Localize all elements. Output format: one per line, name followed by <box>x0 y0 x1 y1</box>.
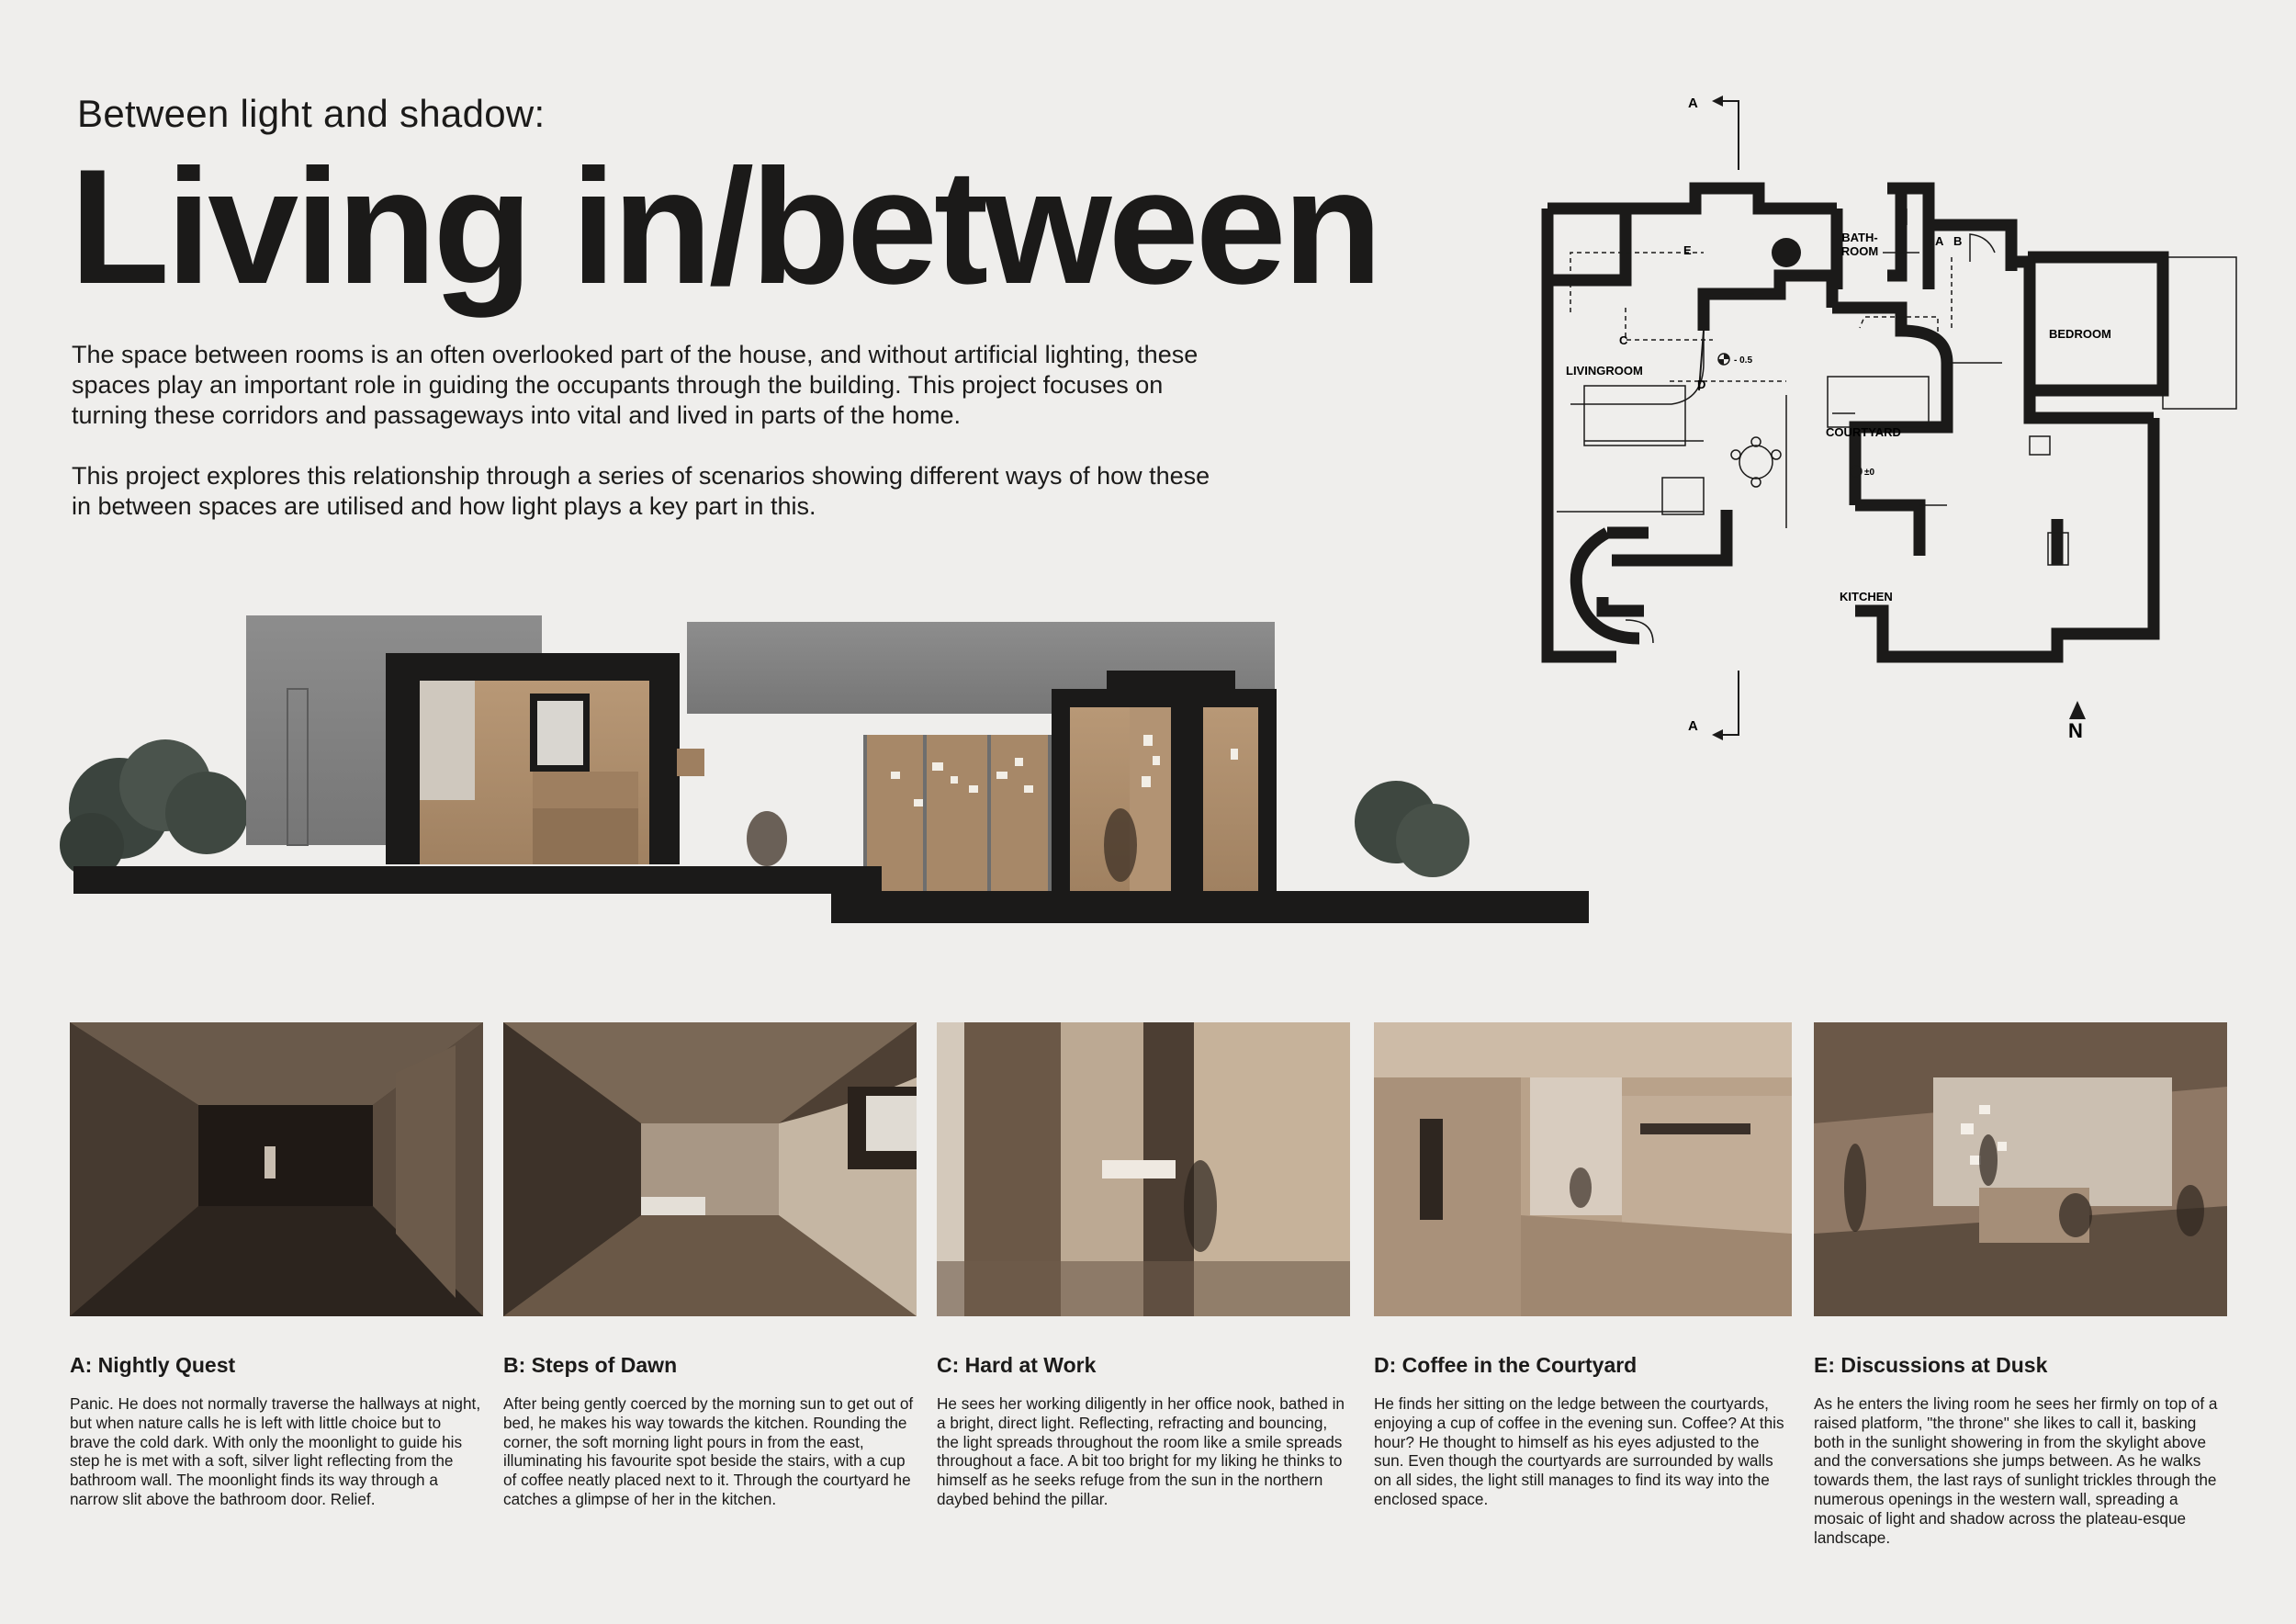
scenario-text-e: As he enters the living room he sees her firmly on top of a raised platform, "the throne" she likes to call it, basking both in the sunlight showering in from the skylight above and the conversations she jumps between. As he walks towards them, the last rays of sunlight trickles through the numerous openings in the western wall, spreading a mosaic of light and shadow across the plateau-esque landscape. <box>1814 1394 2218 1547</box>
section-drawing <box>51 602 1612 932</box>
intro-paragraph-1: The space between rooms is an often overlooked part of the house, and without artificial lighting, these spaces play an important role in guiding the occupants through the building. This project focuses on turning these corridors and passageways into vital and lived in parts of the home. <box>72 341 1199 429</box>
section-marker-top: A <box>1688 96 1698 111</box>
scenario-title-b: B: Steps of Dawn <box>503 1353 678 1377</box>
plan-label-bathroom-2: ROOM <box>1840 244 1879 258</box>
scenario-image-d <box>1374 1022 1792 1316</box>
level-symbol-upper <box>1718 354 1729 365</box>
plan-label-courtyard: COURTYARD <box>1826 425 1901 439</box>
plan-label-bathroom-1: BATH- <box>1841 231 1878 244</box>
scenario-image-b <box>503 1022 917 1316</box>
scenario-text-a: Panic. He does not normally traverse the hallways at night, but when nature calls he is left with little choice but to brave the cold dark. With only the moonlight to guide his step he is met with a soft, silver light reflecting from the bathroom wall. The moonlight finds its way through a narrow slit above the bathroom door. Relief. <box>70 1394 481 1508</box>
scenario-image-e <box>1814 1022 2227 1316</box>
scenario-title-e: E: Discussions at Dusk <box>1814 1353 2048 1377</box>
scenario-title-c: C: Hard at Work <box>937 1353 1097 1377</box>
level-symbol-lower <box>1851 466 1862 477</box>
scenario-text-d: He finds her sitting on the ledge between the courtyards, enjoying a cup of coffee in the evening sun. Coffee? At this hour? He thought to himself as his eyes adjusted to the sun. Even though the courtyards are surrounded by walls on all sides, the light still manages to find its way into the enclosed space. <box>1374 1394 1784 1508</box>
scenario-text-c: He sees her working diligently in her office nook, bathed in a bright, direct light. Reflecting, refracting and bouncing, the light spreads throughout the room like a smile spreads throughout a face. A bit too bright for my liking he thinks to himself as he seeks refuge from the sun in the northern daybed behind the pillar. <box>937 1394 1345 1508</box>
plan-level-lower: ±0 <box>1864 468 1875 478</box>
plan-marker-a: A <box>1935 234 1944 248</box>
tree-left <box>60 739 248 877</box>
tree-right <box>1355 781 1469 877</box>
plan-level-upper: - 0.5 <box>1734 355 1753 366</box>
page-title: Living in/between <box>70 135 1379 318</box>
section-marker-bottom: A <box>1688 718 1698 734</box>
north-label: N <box>2068 719 2083 742</box>
plan-marker-d: D <box>1697 378 1706 391</box>
plan-marker-e: E <box>1683 243 1692 257</box>
north-arrow-icon <box>2069 701 2086 719</box>
plan-label-livingroom: LIVINGROOM <box>1566 364 1643 378</box>
subtitle: Between light and shadow: <box>77 92 546 135</box>
plan-label-kitchen: KITCHEN <box>1840 590 1893 603</box>
floor-plan <box>1515 87 2241 749</box>
plan-label-bedroom: BEDROOM <box>2049 327 2111 341</box>
scenario-image-a <box>70 1022 483 1316</box>
intro-paragraph-2: This project explores this relationship through a series of scenarios showing different ways of how these in between spaces are utilised and how light plays a key part in this. <box>72 462 1210 520</box>
plan-marker-c: C <box>1619 333 1628 347</box>
scenario-title-d: D: Coffee in the Courtyard <box>1374 1353 1638 1377</box>
scenario-text-b: After being gently coerced by the morning sun to get out of bed, he makes his way towards the kitchen. Rounding the corner, the soft morning light pours in from the east, illuminating his favourite spot beside the stairs, with a cup of coffee neatly placed next to it. Through the courtyard he catches a glimpse of her in the kitchen. <box>503 1394 914 1508</box>
scenario-image-c <box>937 1022 1350 1316</box>
plan-marker-b: B <box>1953 234 1963 248</box>
scenario-title-a: A: Nightly Quest <box>70 1353 236 1377</box>
